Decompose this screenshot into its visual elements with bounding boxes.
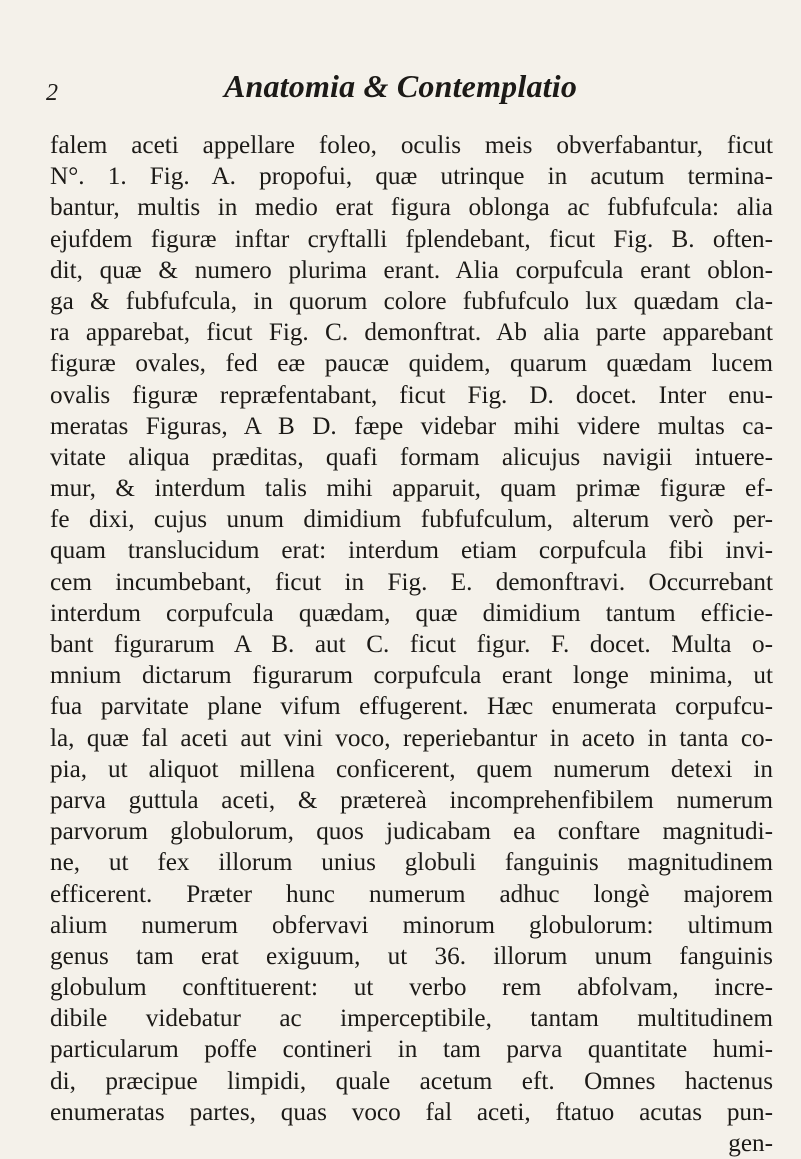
text-line: genus tam erat exiguum, ut 36. illorum unum fanguinis [50,942,773,970]
text-line: meratas Figuras, A B D. fæpe videbar mihi videre multas ca- [50,412,773,440]
text-line: ga & fubfufcula, in quorum colore fubfufculo lux quædam cla- [50,287,773,315]
text-line: mnium dictarum figurarum corpufcula erant longe minima, ut [50,662,773,690]
text-line: globulum conftituerent: ut verbo rem abfolvam, incre- [50,974,773,1002]
text-line: particularum poffe contineri in tam parva quantitate humi- [50,1036,773,1064]
text-line: parvorum globulorum, quos judicabam ea conftare magnitudi- [50,818,773,846]
text-line: la, quæ fal aceti aut vini voco, reperiebantur in aceto in tanta co- [50,724,773,752]
text-line: gen- [728,1130,773,1157]
text-line: dibile videbatur ac imperceptibile, tantam multitudinem [50,1005,773,1033]
text-line: ovalis figuræ repræfentabant, ficut Fig. D. docet. Inter enu- [50,381,773,409]
text-line: N°. 1. Fig. A. propofui, quæ utrinque in acutum termina- [50,163,773,191]
text-line: fua parvitate plane vifum effugerent. Hæc enumerata corpufcu- [50,693,773,721]
text-line: quam translucidum erat: interdum etiam corpufcula fibi invi- [50,537,773,565]
text-line: ne, ut fex illorum unius globuli fanguinis magnitudinem [50,849,773,877]
text-line: di, præcipue limpidi, quale acetum eft. Omnes hactenus [50,1067,773,1095]
page-number: 2 [46,80,58,106]
text-line: pia, ut aliquot millena conficerent, quem numerum detexi in [50,755,773,783]
text-line: bantur, multis in medio erat figura oblonga ac fubfufcula: alia [50,194,773,222]
text-line: figuræ ovales, fed eæ paucæ quidem, quarum quædam lucem [50,350,773,378]
text-line: ra apparebat, ficut Fig. C. demonftrat. Ab alia parte apparebant [50,319,773,347]
text-line: efficerent. Præter hunc numerum adhuc longè majorem [50,880,773,908]
text-line: interdum corpufcula quædam, quæ dimidium tantum efficie- [50,599,773,627]
text-line: dit, quæ & numero plurima erant. Alia corpufcula erant oblon- [50,256,773,284]
text-line: mur, & interdum talis mihi apparuit, quam primæ figuræ ef- [50,475,773,503]
text-line: falem aceti appellare foleo, oculis meis obverfabantur, ficut [50,132,773,159]
running-title: Anatomia & Contemplatio [223,68,578,104]
text-line: fe dixi, cujus unum dimidium fubfufculum, alterum verò per- [50,506,773,534]
text-line: ejufdem figuræ inftar cryftalli fplendebant, ficut Fig. B. often- [50,225,773,253]
text-line: cem incumbebant, ficut in Fig. E. demonftravi. Occurrebant [50,568,773,596]
text-line: vitate aliqua præditas, quafi formam alicujus navigii intuere- [50,443,773,471]
text-line: alium numerum obfervavi minorum globulorum: ultimum [50,911,773,939]
text-line: parva guttula aceti, & prætereà incomprehenfibilem numerum [50,786,773,814]
text-line: bant figurarum A B. aut C. ficut figur. F. docet. Multa o- [50,631,773,658]
body-text [50,130,773,1159]
text-line: enumeratas partes, quas voco fal aceti, ftatuo acutas pun- [50,1098,773,1126]
running-head [0,68,801,110]
